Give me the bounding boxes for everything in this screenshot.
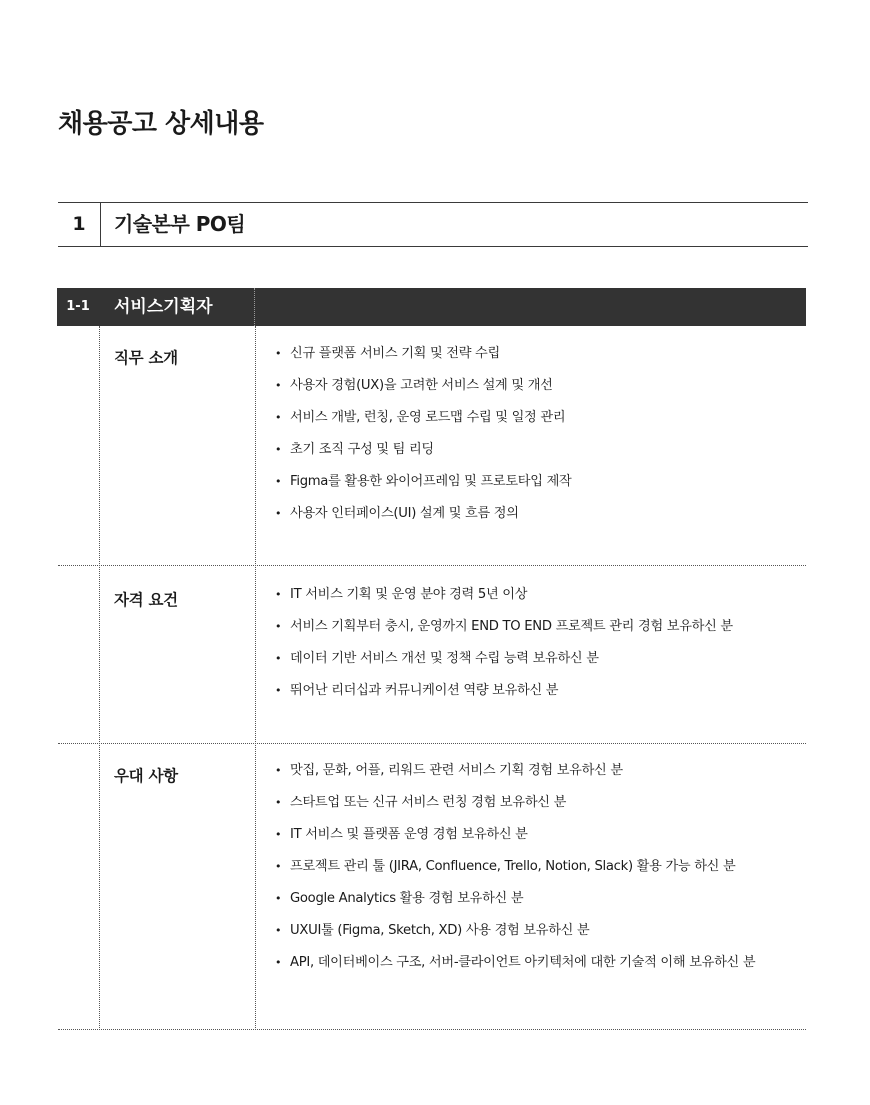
section-header [58, 202, 808, 247]
preferred-list [275, 755, 755, 979]
role-header-bar [57, 288, 806, 326]
section-number: 1 [58, 203, 101, 246]
list-item: • IT 서비스 기획 및 운영 분야 경력 5년 이상 [275, 579, 733, 611]
role-number: 1-1 [66, 299, 90, 314]
list-item: • 사용자 경험(UX)을 고려한 서비스 설계 및 개선 [275, 370, 571, 402]
preferred-label: 우대 사항 [114, 767, 178, 785]
list-item: • 맛집, 문화, 어플, 리워드 관련 서비스 기획 경험 보유하신 분 [275, 755, 755, 787]
list-item: • 데이터 기반 서비스 개선 및 정책 수립 능력 보유하신 분 [275, 643, 733, 675]
section-title: 기술본부 PO팀 [114, 212, 246, 236]
list-item: • 서비스 기획부터 충시, 운영까지 END TO END 프로젝트 관리 경험 보유하신 분 [275, 611, 733, 643]
page-title: 채용공고 상세내용 [58, 109, 264, 139]
list-item: • 스타트업 또는 신규 서비스 런칭 경험 보유하신 분 [275, 787, 755, 819]
list-item: • API, 데이터베이스 구조, 서버-클라이언트 아키텍처에 대한 기술적 이해 보유하신 분 [275, 947, 755, 979]
list-item: • 신규 플랫폼 서비스 기획 및 전략 수립 [275, 338, 571, 370]
list-item: • IT 서비스 및 플랫폼 운영 경험 보유하신 분 [275, 819, 755, 851]
list-item: • Google Analytics 활용 경험 보유하신 분 [275, 883, 755, 915]
list-item: • 서비스 개발, 런칭, 운영 로드맵 수립 및 일정 관리 [275, 402, 571, 434]
row-divider [58, 743, 806, 744]
job-intro-label: 직무 소개 [114, 349, 178, 367]
role-title: 서비스기획자 [114, 297, 213, 317]
requirements-label: 자격 요건 [114, 591, 178, 609]
list-item: • 뛰어난 리더십과 커뮤니케이션 역량 보유하신 분 [275, 675, 733, 707]
role-bar-divider [254, 288, 255, 326]
list-item: • Figma를 활용한 와이어프레임 및 프로토타입 제작 [275, 466, 571, 498]
row-divider [58, 1029, 806, 1030]
list-item: • 초기 조직 구성 및 팀 리딩 [275, 434, 571, 466]
list-item: • 프로젝트 관리 툴 (JIRA, Confluence, Trello, Notion, Slack) 활용 가능 하신 분 [275, 851, 755, 883]
job-intro-list [275, 338, 571, 530]
row-divider [58, 565, 806, 566]
list-item: • 사용자 인터페이스(UI) 설계 및 흐름 정의 [275, 498, 571, 530]
requirements-list [275, 579, 733, 707]
list-item: • UXUI툴 (Figma, Sketch, XD) 사용 경험 보유하신 분 [275, 915, 755, 947]
column-divider-left [99, 326, 100, 1030]
column-divider-right [255, 326, 256, 1030]
